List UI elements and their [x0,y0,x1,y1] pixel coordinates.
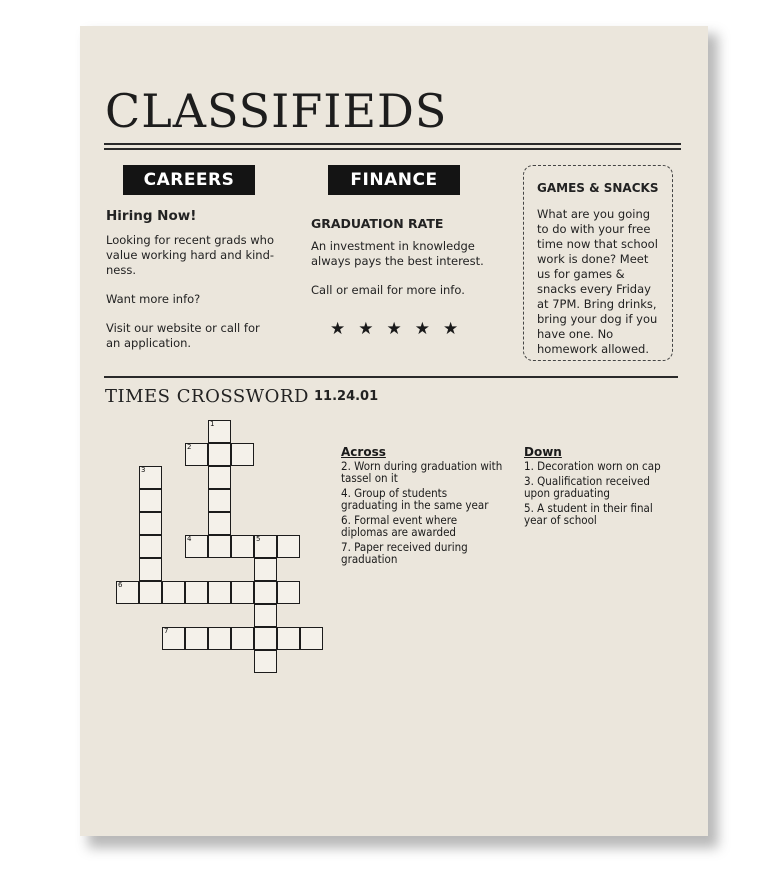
careers-visit: Visit our website or call for an application. [106,321,260,350]
crossword-cell[interactable] [162,581,185,604]
down-clue-list [524,460,674,529]
games-body: What are you going to do with your free time now that school work is done? Meet us for games & snacks every Friday at 7PM. Bring drinks, bring your dog if you have one. No homework allowed. [537,207,658,356]
down-clue: 3. Qualification received upon graduating [524,474,650,500]
across-clue-list [341,460,503,568]
crossword-title: TIMES CROSSWORD [105,386,309,407]
crossword-cell[interactable] [254,558,277,581]
across-clue: 6. Formal event where diplomas are awarded [341,513,458,539]
across-clue: 4. Group of students graduating in the same year [341,486,489,512]
section-rule [104,376,678,378]
crossword-clue-number: 4 [187,535,192,543]
crossword-cell[interactable] [231,581,254,604]
crossword-cell[interactable] [185,443,208,466]
crossword-cell[interactable] [254,604,277,627]
crossword-cell[interactable] [254,627,277,650]
page-title: CLASSIFIEDS [105,84,448,138]
crossword-cell[interactable] [208,581,231,604]
careers-tag: CAREERS [123,165,255,195]
crossword-cell[interactable] [254,535,277,558]
crossword-cell[interactable] [139,581,162,604]
down-heading: Down [524,445,562,459]
crossword-cell[interactable] [277,627,300,650]
crossword-clue-number: 6 [118,581,123,589]
crossword-cell[interactable] [208,627,231,650]
finance-contact: Call or email for more info. [311,283,465,297]
crossword-cell[interactable] [139,558,162,581]
crossword-cell[interactable] [185,581,208,604]
crossword-cell[interactable] [231,535,254,558]
crossword-cell[interactable] [116,581,139,604]
crossword-cell[interactable] [185,535,208,558]
crossword-clue-number: 5 [256,535,261,543]
crossword-date: 11.24.01 [314,389,379,404]
finance-tag: FINANCE [328,165,460,195]
down-clue: 5. A student in their final year of school [524,501,653,527]
careers-more-info: Want more info? [106,292,201,306]
crossword-cell[interactable] [208,489,231,512]
across-heading: Across [341,445,386,459]
crossword-cell[interactable] [139,466,162,489]
across-clue: 2. Worn during graduation with tassel on it [341,459,503,485]
crossword-cell[interactable] [208,535,231,558]
crossword-cell[interactable] [208,420,231,443]
careers-body: Looking for recent grads who value working hard and kind-ness. [106,233,275,277]
crossword-cell[interactable] [231,443,254,466]
crossword-cell[interactable] [139,489,162,512]
finance-rating-stars: ★★★★★ [330,319,472,339]
careers-heading: Hiring Now! [106,208,197,224]
classifieds-page [80,26,708,836]
crossword-cell[interactable] [208,512,231,535]
crossword-cell[interactable] [254,581,277,604]
crossword-cell[interactable] [185,627,208,650]
crossword-cell[interactable] [254,650,277,673]
crossword-clue-number: 2 [187,443,192,451]
crossword-cell[interactable] [162,627,185,650]
crossword-cell[interactable] [139,535,162,558]
games-heading: GAMES & SNACKS [537,181,659,195]
finance-body: An investment in knowledge always pays the best interest. [311,239,484,268]
crossword-cell[interactable] [231,627,254,650]
crossword-cell[interactable] [208,443,231,466]
crossword-cell[interactable] [277,581,300,604]
crossword-clue-number: 3 [141,466,146,474]
title-rule-bottom [104,148,681,150]
crossword-clue-number: 1 [210,420,215,428]
finance-heading: GRADUATION RATE [311,216,444,231]
title-rule-top [104,143,681,145]
crossword-cell[interactable] [208,466,231,489]
crossword-cell[interactable] [300,627,323,650]
crossword-clue-number: 7 [164,627,169,635]
crossword-cell[interactable] [277,535,300,558]
down-clue: 1. Decoration worn on cap [524,459,661,473]
across-clue: 7. Paper received during graduation [341,540,468,566]
crossword-grid [116,420,328,676]
crossword-cell[interactable] [139,512,162,535]
